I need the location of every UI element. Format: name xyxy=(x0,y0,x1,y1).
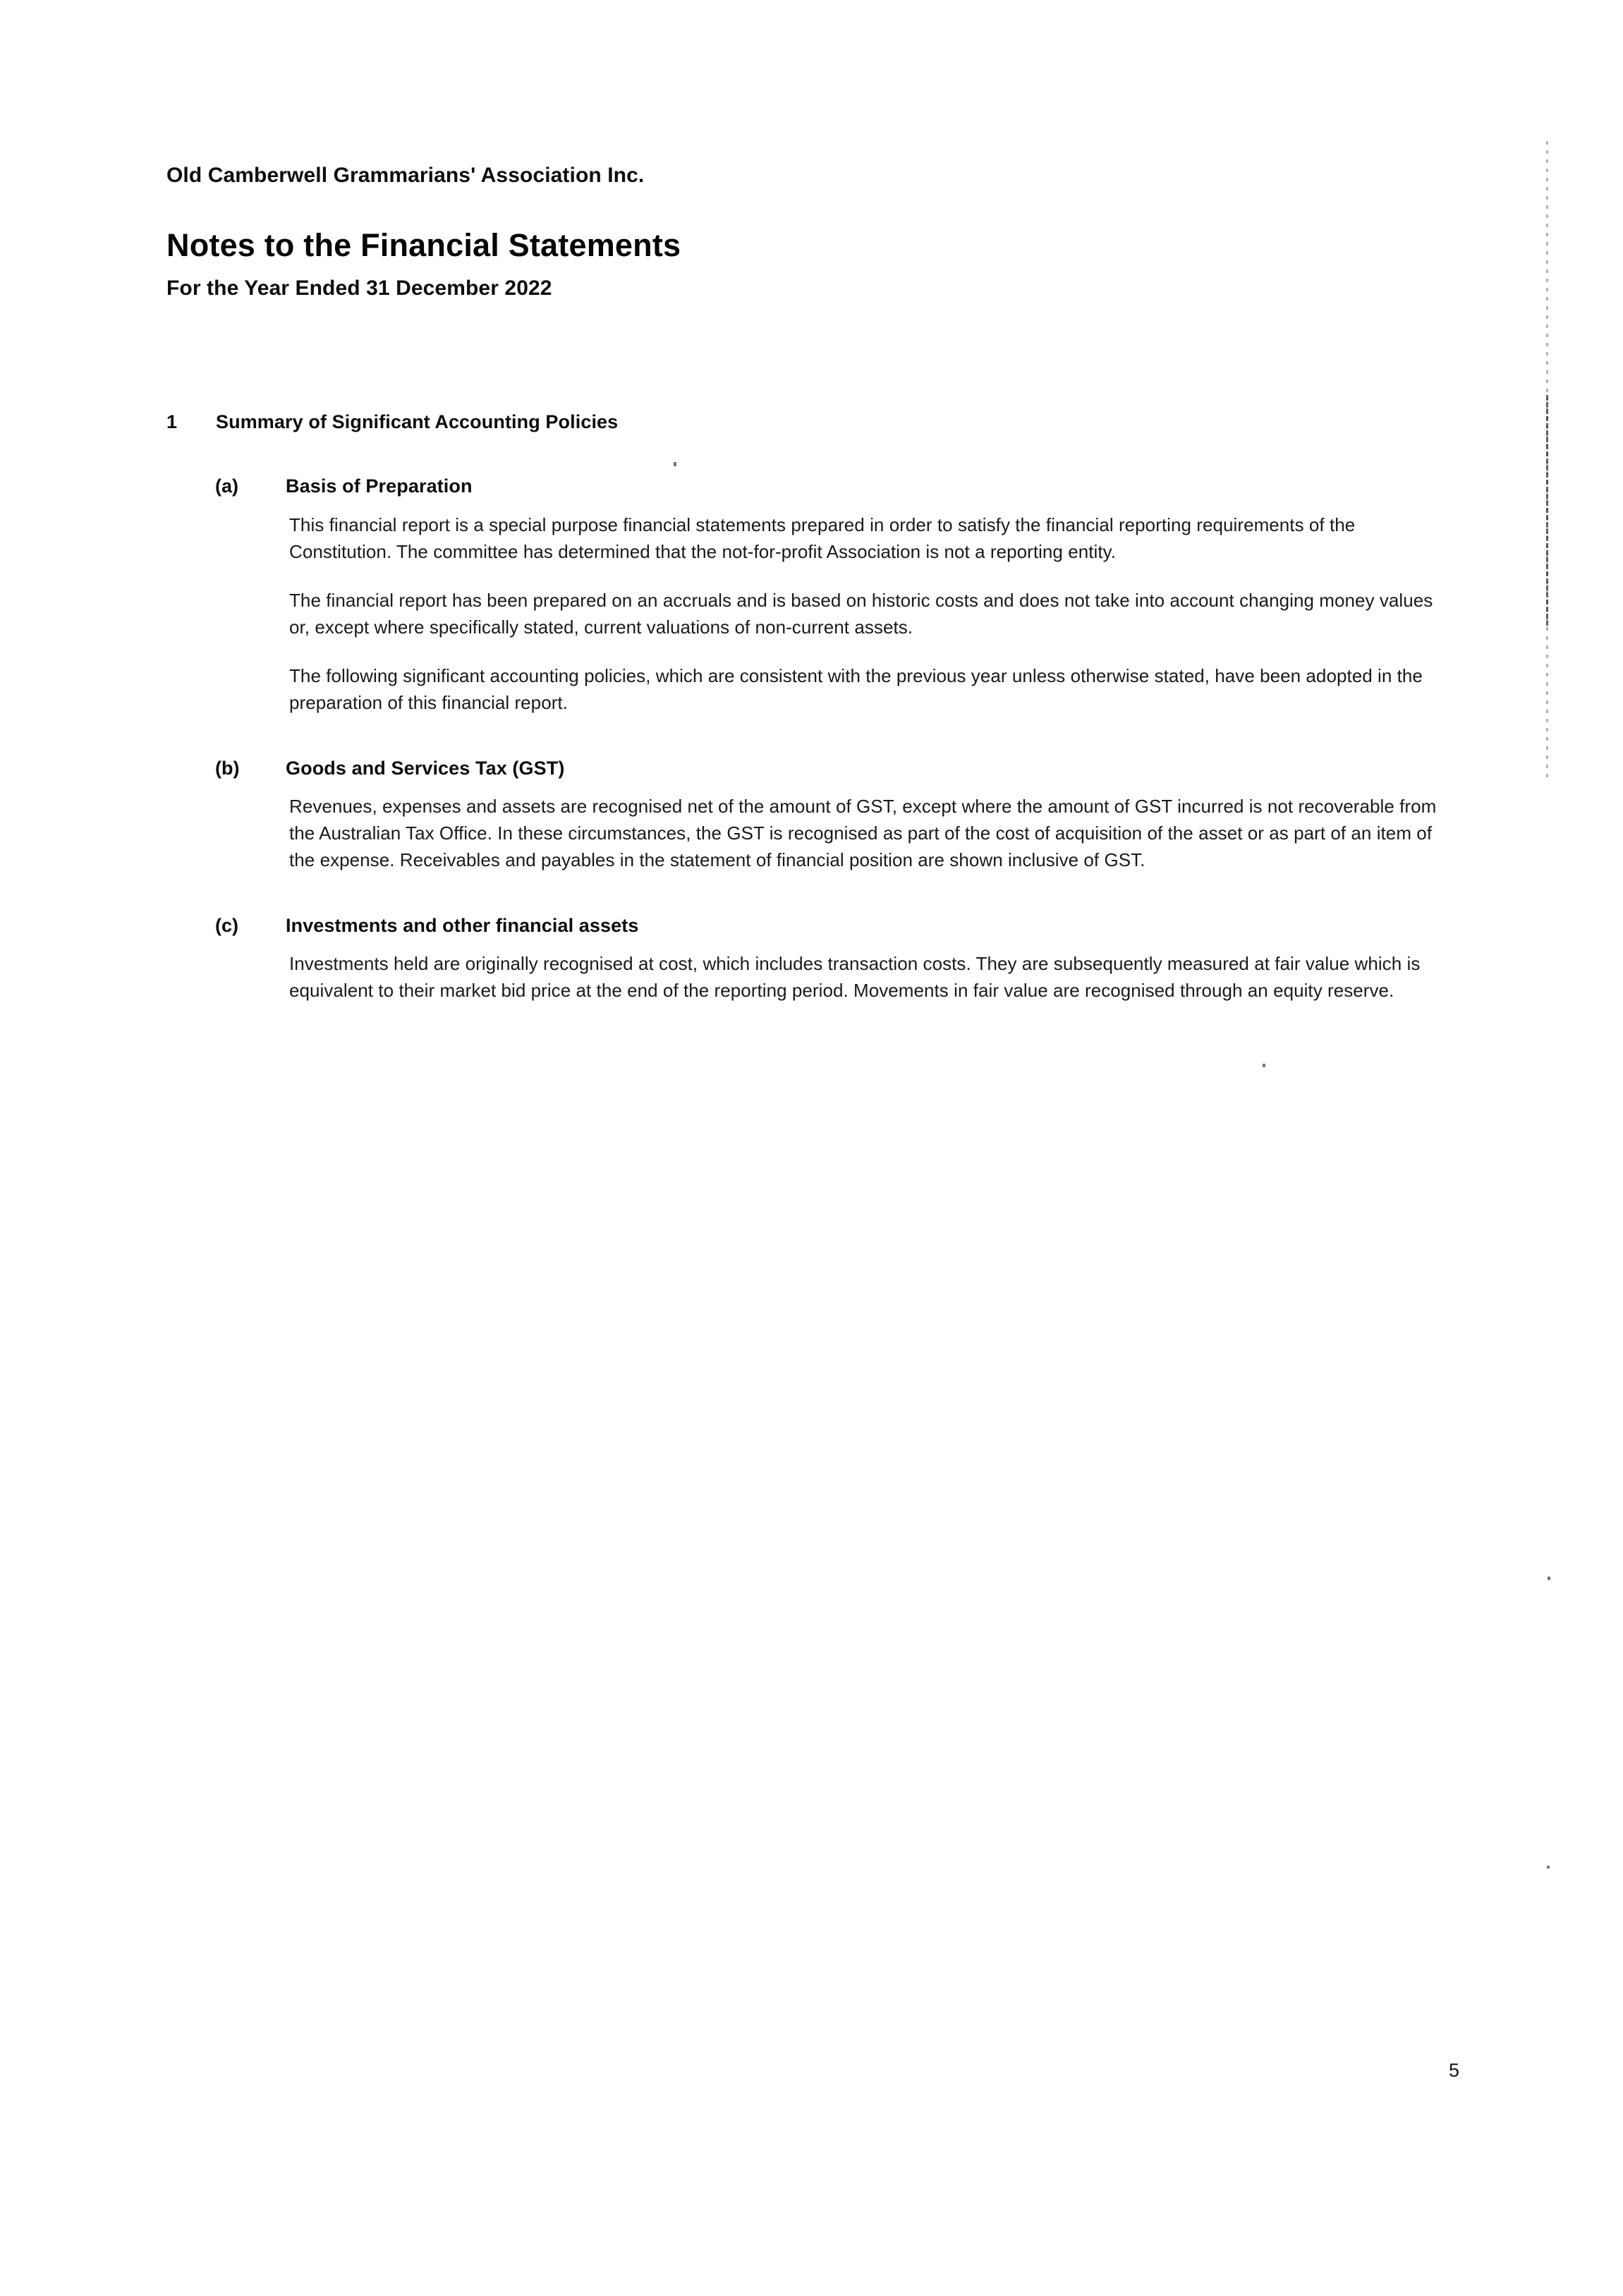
subsection-c-heading: Investments and other financial assets xyxy=(286,914,639,936)
subsection-b-heading: Goods and Services Tax (GST) xyxy=(286,757,565,779)
subsection-b-heading-row xyxy=(166,755,1457,781)
subsection-a-heading: Basis of Preparation xyxy=(286,475,473,497)
paragraph: The financial report has been prepared on an accruals and is based on historic costs and does not take into account changing money values or, except where specifically stated, current valuations of non-current assets. xyxy=(289,589,1433,638)
scan-speck xyxy=(1548,1577,1550,1580)
organisation-name: Old Camberwell Grammarians' Association Inc. xyxy=(166,164,645,187)
subsection-c-heading-row xyxy=(166,913,1457,938)
subsection-b-label: (b) xyxy=(215,757,240,779)
subsection-c-label: (c) xyxy=(215,914,238,936)
subsection-b-body xyxy=(166,781,1457,874)
note-heading: Summary of Significant Accounting Policies xyxy=(216,411,619,432)
scan-speck xyxy=(1263,1064,1265,1067)
paragraph: Revenues, expenses and assets are recognised net of the amount of GST, except where the amount of GST incurred is not recoverable from the Australian Tax Office. In these circumstances, the GST is recognised as part of the cost of acquisition of the asset or as part of an item of the expense. Receivables and payables in the statement of financial position are shown inclusive of GST. xyxy=(289,796,1437,870)
subsection-a-heading-row xyxy=(166,473,1457,499)
page-number: 5 xyxy=(1448,2060,1459,2081)
subsection-a-label: (a) xyxy=(215,475,238,497)
note-1-heading-row xyxy=(166,409,1457,435)
scan-edge-artifact-dense xyxy=(1546,395,1548,628)
scan-speck xyxy=(1547,1866,1550,1869)
scan-speck xyxy=(674,462,676,466)
document-body xyxy=(166,409,1457,1004)
document-header xyxy=(166,164,1450,300)
paragraph: This financial report is a special purpose financial statements prepared in order to satisfy the financial reporting requirements of the Constitution. The committee has determined that the not-for-profit Association is not a reporting entity. xyxy=(289,514,1356,562)
paragraph: Investments held are originally recognised at cost, which includes transaction costs. They are subsequently measured at fair value which is equivalent to their market bid price at the end of the reporting period. Movements in fair value are recognised through an equity reserve. xyxy=(289,953,1421,1002)
subsection-c-body xyxy=(166,938,1457,1004)
page-title: Notes to the Financial Statements xyxy=(166,227,681,263)
page-subtitle: For the Year Ended 31 December 2022 xyxy=(166,277,552,300)
note-number: 1 xyxy=(166,411,178,432)
paragraph: The following significant accounting policies, which are consistent with the previous year unless otherwise stated, have been adopted in the preparation of this financial report. xyxy=(289,664,1423,713)
subsection-a-body xyxy=(166,499,1457,717)
